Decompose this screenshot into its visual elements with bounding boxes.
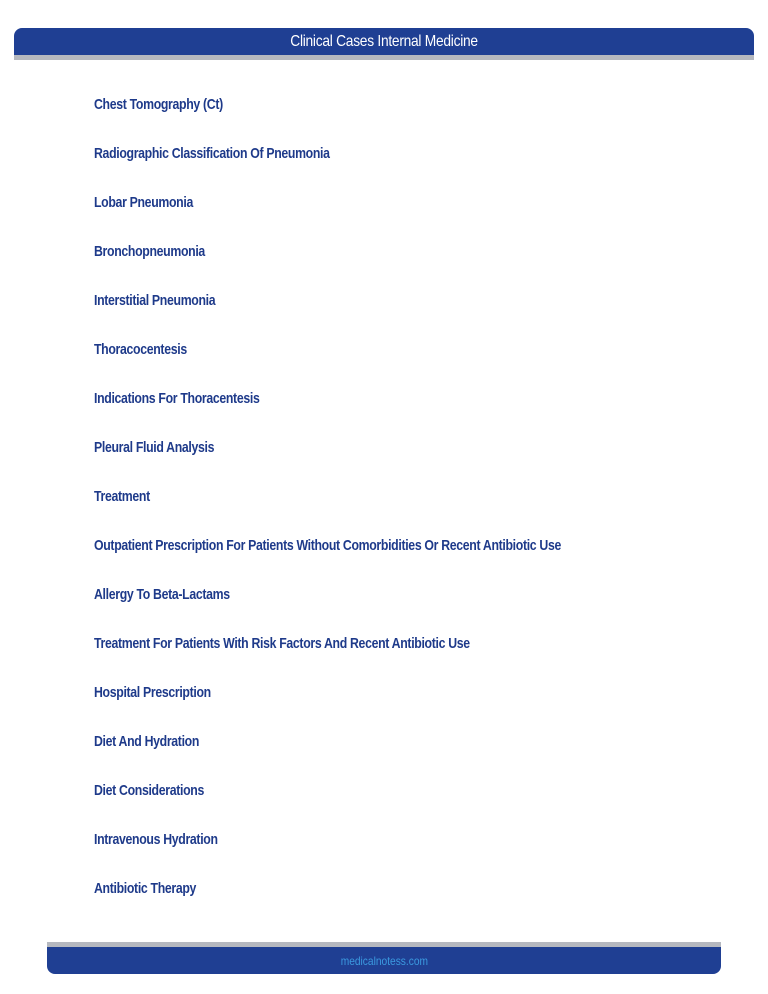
- toc-item[interactable]: Thoracocentesis: [94, 341, 187, 358]
- footer-site-link[interactable]: medicalnotess.com: [340, 953, 428, 968]
- toc-item[interactable]: Interstitial Pneumonia: [94, 292, 216, 309]
- toc-item[interactable]: Diet Considerations: [94, 782, 204, 799]
- footer-bar: [47, 947, 721, 974]
- toc-item[interactable]: Treatment: [94, 488, 150, 505]
- toc-item[interactable]: Indications For Thoracentesis: [94, 390, 260, 407]
- page-header-title: Clinical Cases Internal Medicine: [290, 32, 478, 50]
- toc-item[interactable]: Lobar Pneumonia: [94, 194, 193, 211]
- header-bar: [14, 28, 754, 55]
- toc-item[interactable]: Treatment For Patients With Risk Factors And Recent Antibiotic Use: [94, 635, 470, 652]
- table-of-contents: [94, 93, 664, 926]
- toc-item[interactable]: Pleural Fluid Analysis: [94, 439, 215, 456]
- header-divider: [14, 55, 754, 60]
- toc-item[interactable]: Bronchopneumonia: [94, 243, 205, 260]
- toc-item[interactable]: Hospital Prescription: [94, 684, 211, 701]
- toc-item[interactable]: Intravenous Hydration: [94, 831, 218, 848]
- toc-item[interactable]: Outpatient Prescription For Patients Without Comorbidities Or Recent Antibiotic Use: [94, 537, 561, 554]
- toc-item[interactable]: Diet And Hydration: [94, 733, 200, 750]
- toc-item[interactable]: Allergy To Beta-Lactams: [94, 586, 230, 603]
- toc-item[interactable]: Chest Tomography (Ct): [94, 96, 223, 113]
- toc-item[interactable]: Radiographic Classification Of Pneumonia: [94, 145, 330, 162]
- toc-item[interactable]: Antibiotic Therapy: [94, 880, 197, 897]
